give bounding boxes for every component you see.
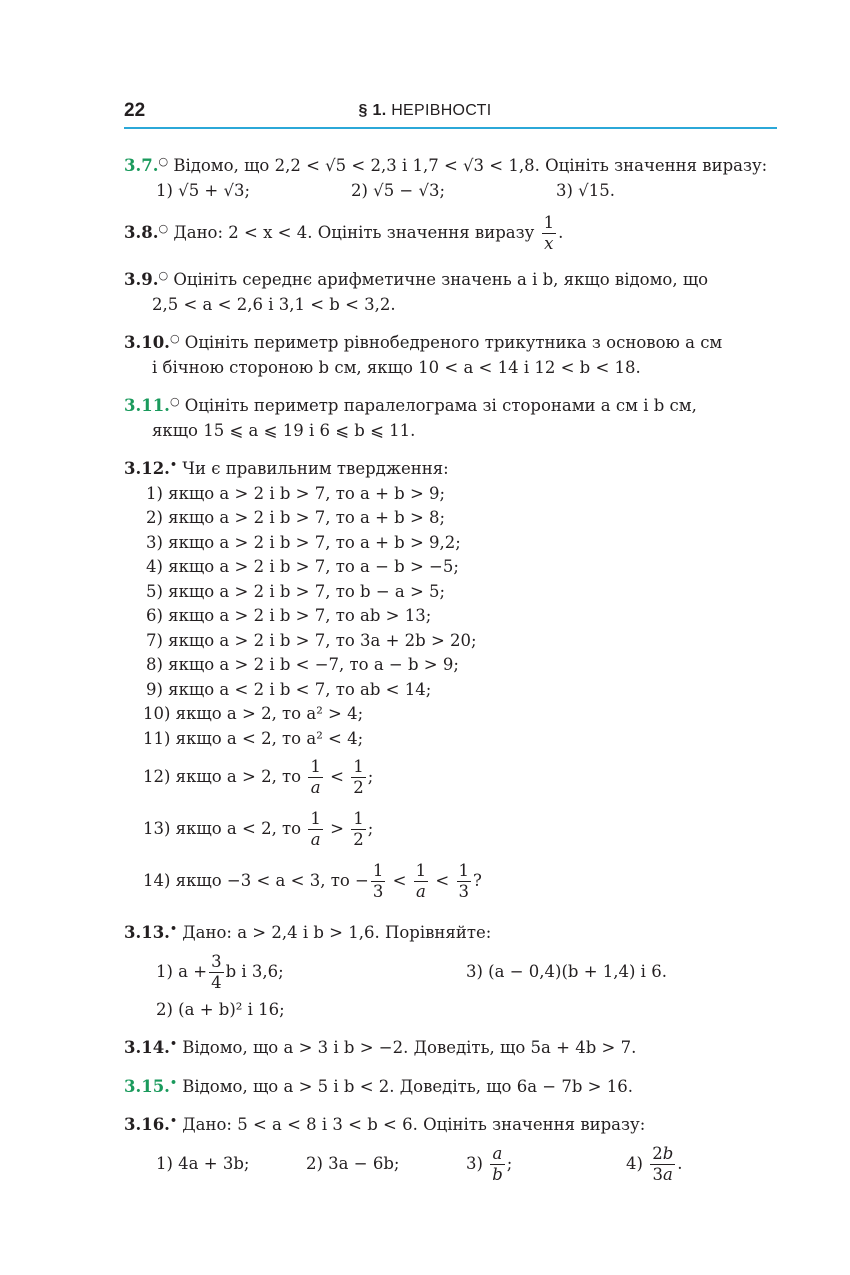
list-item: 2) (a + b)² і 16; (156, 999, 285, 1019)
problem-text: Оцініть периметр рівнобедреного трикутника з основою a см (184, 333, 723, 352)
running-head (0, 102, 850, 120)
problems-list (124, 150, 777, 1200)
problem-3-13: 3.13.• Дано: a > 2,4 і b > 1,6. Порівняйте: 1) a + $\frac{3}{4}$ b і 3,6; 3) (a − 0,4)(b + 1,4) і 6. 2) (a + b)² і 16; (124, 917, 777, 1022)
problem-3-7: 3.7.○ Відомо, що 2,2 < √5 < 2,3 і 1,7 < √3 < 1,8. Оцініть значення виразу: 1) √5 + √3; 2) √5 − √3; 3) √15. (124, 150, 777, 203)
answer-row (124, 946, 777, 998)
list-item: 1) 4a + 3b; (156, 1153, 250, 1173)
list-item: 4) якщо a > 2 і b > 7, то a − b > −5; (146, 557, 459, 576)
problem-text: Оцініть периметр паралелограма зі сторонами a см і b см, (184, 396, 697, 415)
header-rule (124, 127, 777, 129)
list-item: 3) $\frac{a}{b}$ ; (466, 1143, 513, 1184)
problem-3-14: 3.14.• Відомо, що a > 3 і b > −2. Доведіть, що 5a + 4b > 7. (124, 1037, 637, 1057)
problem-3-15: 3.15.• Відомо, що a > 5 і b < 2. Доведіть, що 6a − 7b > 16. (124, 1075, 633, 1096)
problem-text: Оцініть середнє арифметичне значень a і b, якщо відомо, що (173, 270, 709, 289)
list-item: 1) a + $\frac{3}{4}$ b і 3,6; (156, 951, 284, 992)
problem-text: Чи є правильним твердження: (182, 459, 449, 478)
fraction: $\frac{1}{x}$ (543, 213, 555, 253)
section-title: НЕРІВНОСТІ (391, 102, 492, 119)
list-item: 10) якщо a > 2, то a² > 4; (143, 704, 364, 723)
problem-3-12: 3.12.• Чи є правильним твердження: 1) якщо a > 2 і b > 7, то a + b > 9; 2) якщо a > 2 і b > 7, то a + b > 8; 3) якщо a > 2 і b > 7, то a + b > 9,2; 4) якщо a > 2 і b > 7, то a − b > −5; 5) якщо a > 2 і b > 7, то b − a > 5; 6) якщо a > 2 і b > 7, то ab > 13; 7) якщо a > 2 і b > 7, то 3a + 2b > 20; 8) якщо a > 2 і b < −7, то a − b > 9; 9) якщо a < 2 і b < 7, то ab < 14; 10) якщо a > 2, то a² > 4; 11) якщо a < 2, то a² < 4; 12) якщо a > 2, то $\frac{1}{a}$ < $\frac{1}{2}$ ; 13) якщо a < 2, то $\frac{1}{a}$ > $\frac{1}{2}$ ; 14) якщо −3 < a < 3, то − $\frac{1}{3}$ < $\frac{1}{a}$ < $\frac{1}{3}$ ? (124, 453, 777, 907)
list-item: 9) якщо a < 2 і b < 7, то ab < 14; (146, 679, 432, 699)
problem-number: 3.13. (124, 923, 170, 942)
problem-number: 3.11. (124, 396, 170, 415)
problem-text: Відомо, що a > 5 і b < 2. Доведіть, що 6a − 7b > 16. (182, 1076, 633, 1096)
problem-number: 3.14. (124, 1038, 170, 1057)
problem-3-8: 3.8.○ Дано: 2 < x < 4. Оцініть значення виразу $\frac{1}{x}$ . (124, 213, 564, 253)
problem-number: 3.12. (124, 459, 170, 478)
problem-text: Дано: 5 < a < 8 і 3 < b < 6. Оцініть значення виразу: (182, 1115, 646, 1134)
list-item: 8) якщо a > 2 і b < −7, то a − b > 9; (146, 655, 459, 674)
problem-text-cont: якщо 15 ⩽ a ⩽ 19 і 6 ⩽ b ⩽ 11. (152, 420, 416, 440)
problem-text: Відомо, що 2,2 < √5 < 2,3 і 1,7 < √3 < 1,8. Оцініть значення виразу: (173, 156, 768, 175)
list-item: 5) якщо a > 2 і b > 7, то b − a > 5; (146, 581, 446, 601)
problem-number: 3.7. (124, 156, 159, 175)
problem-number: 3.15. (124, 1076, 170, 1096)
problem-3-11: 3.11.○ Оцініть периметр паралелограма зі сторонами a см і b см, якщо 15 ⩽ a ⩽ 19 і 6 ⩽ b ⩽ 11. (124, 390, 777, 443)
page-number: 22 (124, 100, 146, 121)
list-item: 7) якщо a > 2 і b > 7, то 3a + 2b > 20; (146, 630, 477, 650)
section-mark: § 1. (358, 102, 387, 119)
list-item: 3) якщо a > 2 і b > 7, то a + b > 9,2; (146, 532, 461, 552)
list-item: 1) якщо a > 2 і b > 7, то a + b > 9; (146, 483, 446, 503)
list-item: 6) якщо a > 2 і b > 7, то ab > 13; (146, 606, 432, 625)
list-item: 2) √5 − √3; (351, 180, 446, 200)
problem-text: Дано: 2 < x < 4. Оцініть значення виразу (173, 223, 535, 242)
list-item: 2) якщо a > 2 і b > 7, то a + b > 8; (146, 508, 446, 527)
list-item-12: 12) якщо a > 2, то $\frac{1}{a}$ < $\frac{1}{2}$ ; (143, 757, 374, 797)
problem-3-10: 3.10.○ Оцініть периметр рівнобедреного трикутника з основою a см і бічною стороною b см, якщо 10 < a < 14 і 12 < b < 18. (124, 327, 777, 380)
problem-text-cont: і бічною стороною b см, якщо 10 < a < 14 і 12 < b < 18. (152, 357, 641, 377)
list-item-14: 14) якщо −3 < a < 3, то − $\frac{1}{3}$ < $\frac{1}{a}$ < $\frac{1}{3}$ ? (143, 861, 482, 901)
problem-number: 3.10. (124, 333, 170, 352)
problem-text: Дано: a > 2,4 і b > 1,6. Порівняйте: (182, 923, 492, 942)
list-item-13: 13) якщо a < 2, то $\frac{1}{a}$ > $\frac{1}{2}$ ; (143, 809, 374, 849)
list-item: 1) √5 + √3; (156, 180, 251, 200)
problem-number: 3.9. (124, 270, 159, 289)
problem-3-9: 3.9.○ Оцініть середнє арифметичне значень a і b, якщо відомо, що 2,5 < a < 2,6 і 3,1 < b < 3,2. (124, 264, 777, 317)
answer-row (124, 1138, 777, 1190)
list-item: 2) 3a − 6b; (306, 1153, 400, 1173)
problem-number: 3.16. (124, 1115, 170, 1134)
problem-text-cont: 2,5 < a < 2,6 і 3,1 < b < 3,2. (152, 294, 396, 314)
problem-3-16: 3.16.• Дано: 5 < a < 8 і 3 < b < 6. Оцініть значення виразу: 1) 4a + 3b; 2) 3a − 6b; 3) $\frac{a}{b}$ ; 4) $\frac{2b}{3a}$ . (124, 1109, 777, 1190)
answer-row (124, 179, 777, 204)
problem-text: Відомо, що a > 3 і b > −2. Доведіть, що 5a + 4b > 7. (182, 1038, 637, 1057)
list-item: 11) якщо a < 2, то a² < 4; (143, 728, 364, 748)
list-item: 3) (a − 0,4)(b + 1,4) і 6. (466, 961, 667, 981)
problem-number: 3.8. (124, 223, 159, 242)
list-item: 3) √15. (556, 180, 615, 200)
list-item: 4) $\frac{2b}{3a}$ . (626, 1143, 683, 1184)
